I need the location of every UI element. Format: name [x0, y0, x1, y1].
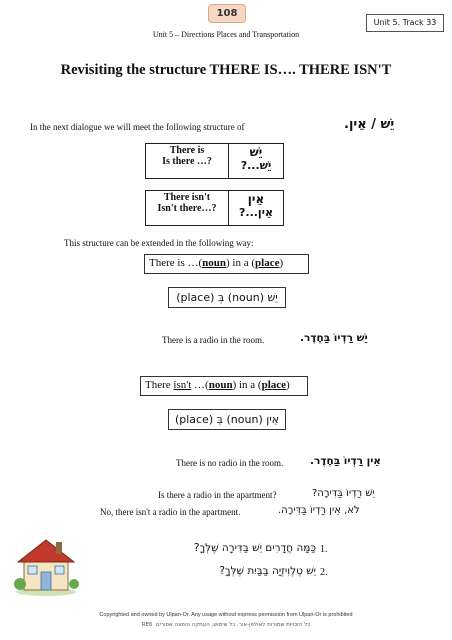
example2-english: There is no radio in the room. — [176, 458, 284, 468]
pattern2-noun: noun — [208, 379, 233, 391]
isnt-there-label: Isn't there…? — [157, 203, 217, 214]
page-number-badge: 108 — [208, 4, 246, 23]
pattern-there-is — [144, 254, 309, 274]
yesh-question-label: יֵשׁ...? — [240, 159, 272, 172]
pattern1-mid: ) in a ( — [226, 257, 256, 269]
unit-header: Unit 5 – Directions Places and Transportation — [152, 30, 300, 39]
pattern1-prefix: There is …( — [149, 257, 203, 269]
pattern1-suffix: ) — [279, 257, 284, 269]
there-isnt-label: There isn't — [163, 192, 211, 203]
is-there-label: Is there …? — [162, 156, 212, 167]
pattern2-prefix: There — [145, 379, 174, 391]
copyright-notice: Copyrighted and owned by Ulpan-Or. Any usage without express permission from Ulpan-Or is prohibited — [99, 612, 353, 618]
table-there-isnt — [145, 190, 284, 226]
pattern1-noun: noun — [202, 257, 227, 269]
example2-hebrew: אֵין רַדְיוֹ בַּחֶדֶר. — [310, 455, 381, 467]
pattern-there-is-hebrew: יֵשׁ (noun) בְּ (place) — [168, 287, 286, 308]
pattern1-place: place — [255, 257, 280, 269]
example4-hebrew: לֹא, אֵין רַדְיוֹ בַּדִּירָה. — [278, 505, 360, 516]
table-there-is — [145, 143, 284, 179]
example3-hebrew: יֵשׁ רַדְיוֹ בַּדִּירָה? — [312, 488, 375, 499]
ein-question-label: אֵין...? — [239, 206, 273, 219]
question-1-number: 1. — [320, 544, 328, 555]
pattern2-suffix: ) — [286, 379, 290, 391]
table-there-is-hebrew — [228, 144, 283, 178]
intro-text: In the next dialogue we will meet the following structure of — [30, 122, 245, 132]
house-illustration — [10, 534, 82, 596]
page-title: Revisiting the structure THERE IS…. THERE ISN'T — [60, 62, 392, 78]
table-there-is-english — [146, 144, 228, 178]
pattern2-place: place — [261, 379, 287, 391]
track-label: Unit 5. Track 33 — [366, 14, 444, 32]
question-2 — [186, 565, 316, 577]
pattern-there-isnt — [140, 376, 308, 396]
example3-english: Is there a radio in the apartment? — [158, 490, 277, 500]
pattern-there-isnt-hebrew: אֵין (noun) בְּ (place) — [168, 409, 286, 430]
question-1 — [186, 542, 316, 554]
question-2-text: יֵשׁ טֶלֶוִיזְיָה בַּבַּיִת שֶׁלְּךָ? — [219, 565, 316, 577]
extension-text: This structure can be extended in the following way: — [64, 238, 254, 248]
pattern2-isnt: isn't — [173, 379, 192, 391]
there-is-label: There is — [169, 145, 205, 156]
example1-english: There is a radio in the room. — [162, 335, 265, 345]
example4-english: No, there isn't a radio in the apartment. — [100, 507, 241, 517]
copyright-hebrew: כל הזכויות שמורות לאולפן-אור. כל שימוש, העתקה והפצה אסורים. RE6 — [141, 622, 311, 628]
intro-hebrew: יֵשׁ / אֵין. — [344, 117, 395, 132]
yesh-label: יֵשׁ — [249, 145, 263, 159]
table-there-isnt-english — [146, 191, 228, 225]
ein-label: אֵין — [247, 192, 265, 206]
example1-hebrew: יֵשׁ רַדְיוֹ בַּחֶדֶר. — [300, 332, 368, 344]
table-there-isnt-hebrew — [228, 191, 283, 225]
question-2-number: 2. — [320, 567, 328, 578]
question-1-text: כַּמָּה חֲדָרִים יֵשׁ בַּדִּירָה שֶׁלְּךָ? — [193, 542, 316, 554]
pattern2-mid1: …( — [191, 379, 209, 391]
pattern2-mid2: ) in a ( — [232, 379, 262, 391]
